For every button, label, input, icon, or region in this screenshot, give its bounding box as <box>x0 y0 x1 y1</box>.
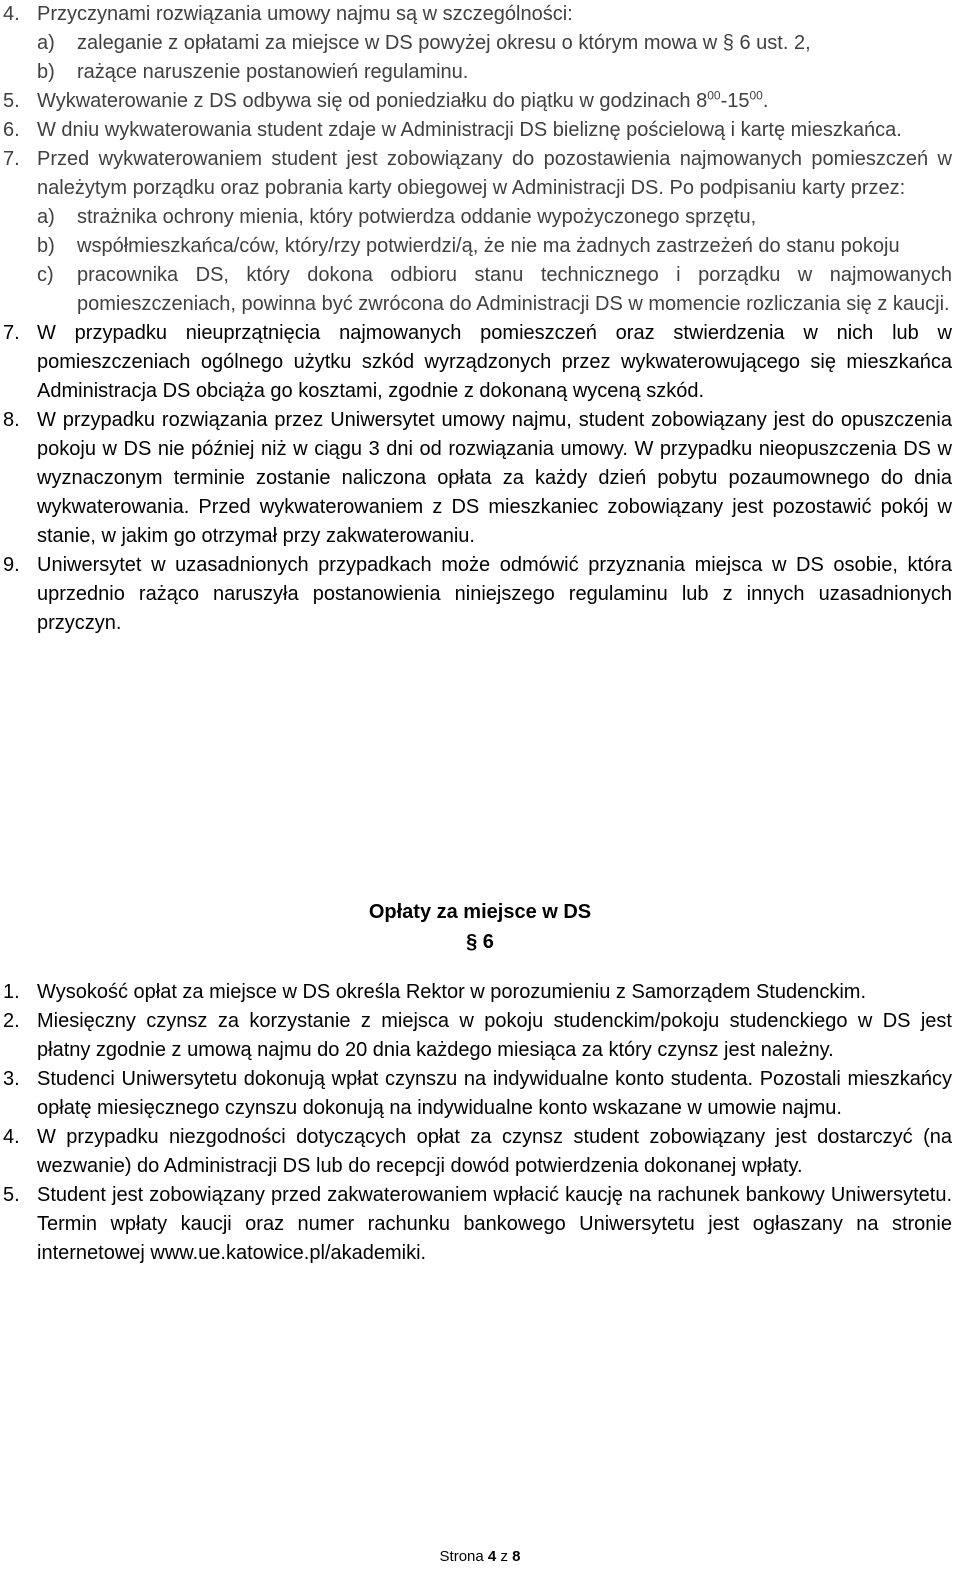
sub-item <box>37 58 952 87</box>
item-text: Miesięczny czynsz za korzystanie z miejsca w pokoju studenckim/pokoju studenckiego w DS jest płatny zgodnie z umową najmu do 20 dnia każdego miesiąca za który czynsz jest należny. <box>37 1010 952 1061</box>
section-heading <box>0 897 960 957</box>
superscript: 00 <box>707 88 721 103</box>
item-number: 8. <box>3 409 20 431</box>
page-footer <box>0 1548 960 1565</box>
item-number: 2. <box>3 1010 20 1032</box>
section-title: Opłaty za miejsce w DS <box>368 901 592 923</box>
sub-item-text: pracownika DS, który dokona odbioru stanu technicznego i porządku w najmowanych pomieszczeniach, powinna być zwrócona do Administracji DS w momencie rozliczania się z kaucji. <box>77 264 952 315</box>
sub-item-text: zaleganie z opłatami za miejsce w DS powyżej okresu o którym mowa w § 6 ust. 2, <box>77 32 811 54</box>
item-text: W przypadku niezgodności dotyczących opłat za czynsz student zobowiązany jest dostarczyć (na wezwanie) do Administracji DS lub do recepcji dowód potwierdzenia dokonanej wpłaty. <box>37 1126 952 1177</box>
list-item <box>0 1065 960 1123</box>
item-number: 6. <box>3 119 20 141</box>
item-text <box>37 87 952 116</box>
list-item <box>0 551 960 638</box>
sub-item <box>37 203 952 232</box>
sub-item-letter: a) <box>37 206 55 228</box>
regulation-items-bottom <box>0 978 960 1268</box>
sub-item <box>37 261 952 319</box>
sub-item-letter: b) <box>37 235 55 257</box>
item-number: 1. <box>3 981 20 1003</box>
sub-item <box>37 232 952 261</box>
item-text-part: -15 <box>720 90 750 112</box>
list-item <box>0 319 960 406</box>
sub-item-text: współmieszkańca/ców, który/rzy potwierdzi/ą, że nie ma żadnych zastrzeżeń do stanu pokoju <box>77 235 900 257</box>
list-item <box>0 87 960 116</box>
item-number: 9. <box>3 554 20 576</box>
item-text: Studenci Uniwersytetu dokonują wpłat czynszu na indywidualne konto studenta. Pozostali mieszkańcy opłatę miesięcznego czynszu dokonują na indywidualne konto wskazane w umowie najmu. <box>37 1068 952 1119</box>
regulation-items-top <box>0 0 960 638</box>
item-number: 7. <box>3 322 20 344</box>
item-number: 3. <box>3 1068 20 1090</box>
sub-item-letter: c) <box>37 264 54 286</box>
item-text: Przyczynami rozwiązania umowy najmu są w szczególności: <box>37 3 573 25</box>
sub-item-letter: b) <box>37 61 55 83</box>
item-text: W przypadku rozwiązania przez Uniwersytet umowy najmu, student zobowiązany jest do opuszczenia pokoju w DS nie później niż w ciągu 3 dni od rozwiązania umowy. W przypadku nieopuszczenia DS w wyznaczonym terminie zostanie naliczona opłata za każdy dzień pobytu pozaumownego do dnia wykwaterowania. Przed wykwaterowaniem z DS mieszkaniec zobowiązany jest pozostawić pokój w stanie, w jakim go otrzymał przy zakwaterowaniu. <box>37 409 952 547</box>
footer-total-pages: 8 <box>512 1548 521 1565</box>
footer-prefix: Strona <box>439 1548 484 1565</box>
item-text: Student jest zobowiązany przed zakwaterowaniem wpłacić kaucję na rachunek bankowy Uniwersytetu. Termin wpłaty kaucji oraz numer rachunku bankowego Uniwersytetu jest ogłaszany na stronie internetowej www.ue.katowice.pl/akademiki. <box>37 1184 952 1264</box>
list-item <box>0 0 960 87</box>
footer-separator: z <box>500 1548 508 1565</box>
item-number: 5. <box>3 90 20 112</box>
item-text: Uniwersytet w uzasadnionych przypadkach może odmówić przyznania miejsca w DS osobie, która uprzednio rażąco naruszyła postanowienia niniejszego regulaminu lub z innych uzasadnionych przyczyn. <box>37 554 952 634</box>
item-text: W przypadku nieuprzątnięcia najmowanych pomieszczeń oraz stwierdzenia w nich lub w pomieszczeniach ogólnego użytku szkód wyrządzonych przez wykwaterowującego się mieszkańca Administracja DS obciąża go kosztami, zgodnie z dokonaną wyceną szkód. <box>37 322 952 402</box>
superscript: 00 <box>749 88 763 103</box>
section-number: § 6 <box>466 931 494 953</box>
item-text: Wysokość opłat za miejsce w DS określa Rektor w porozumieniu z Samorządem Studenckim. <box>37 981 867 1003</box>
footer-current-page: 4 <box>487 1548 497 1565</box>
item-number: 4. <box>3 1126 20 1148</box>
list-item <box>0 1007 960 1065</box>
sub-item-text: rażące naruszenie postanowień regulaminu. <box>77 61 469 83</box>
item-text-part: Wykwaterowanie z DS odbywa się od poniedziałku do piątku w godzinach 8 <box>37 90 708 112</box>
item-number: 4. <box>3 3 20 25</box>
sub-item-text: strażnika ochrony mienia, który potwierdza oddanie wypożyczonego sprzętu, <box>77 206 757 228</box>
item-number: 7. <box>3 148 20 170</box>
sub-item <box>37 29 952 58</box>
item-number: 5. <box>3 1184 20 1206</box>
list-item <box>0 145 960 319</box>
item-text: W dniu wykwaterowania student zdaje w Administracji DS bieliznę pościelową i kartę mieszkańca. <box>37 119 902 141</box>
list-item <box>0 406 960 551</box>
list-item <box>0 116 960 145</box>
list-item <box>0 978 960 1007</box>
sub-item-letter: a) <box>37 32 55 54</box>
item-text-part: . <box>762 90 769 112</box>
list-item <box>0 1123 960 1181</box>
list-item <box>0 1181 960 1268</box>
item-text: Przed wykwaterowaniem student jest zobowiązany do pozostawienia najmowanych pomieszczeń w należytym porządku oraz pobrania karty obiegowej w Administracji DS. Po podpisaniu karty przez: <box>37 148 952 199</box>
